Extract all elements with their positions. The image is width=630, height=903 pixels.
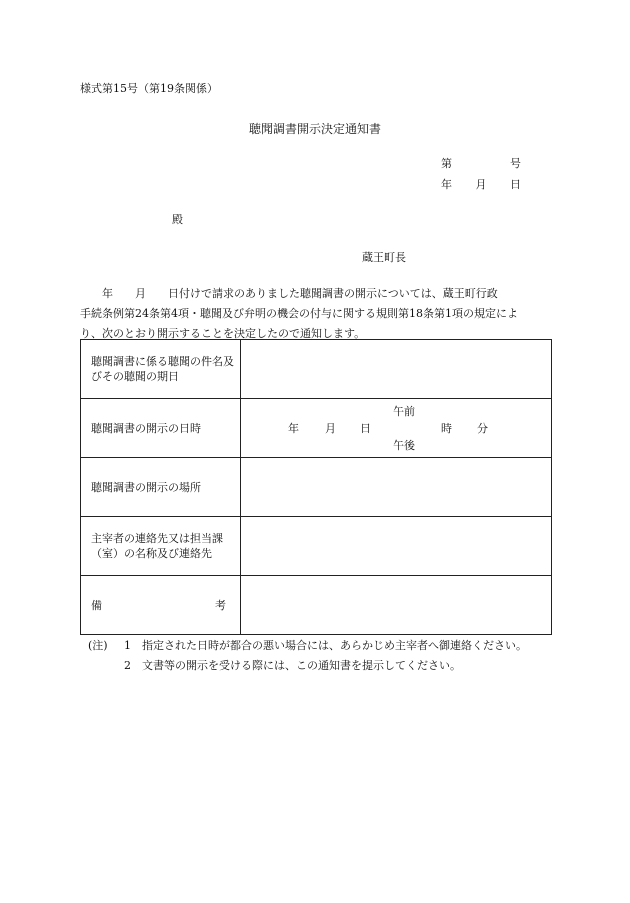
body-line: 手続条例第24条第4項・聴聞及び弁明の機会の付与に関する規則第18条第1項の規定によ xyxy=(80,307,518,320)
date-year: 年 xyxy=(441,178,452,191)
table-row xyxy=(81,340,552,399)
contact-label: 主宰者の連絡先又は担当課（室）の名称及び連絡先 xyxy=(81,517,241,576)
document-number-line xyxy=(441,155,521,171)
table-row xyxy=(81,458,552,517)
contact-value[interactable] xyxy=(241,517,552,576)
disclosure-place-value[interactable] xyxy=(241,458,552,517)
remarks-value[interactable] xyxy=(241,576,552,635)
datetime-year: 年 xyxy=(288,422,299,435)
datetime-day: 日 xyxy=(360,422,371,435)
remarks-label xyxy=(81,576,241,635)
number-suffix: 号 xyxy=(510,157,521,170)
note-text: 指定された日時が都合の悪い場合には、あらかじめ主宰者へ御連絡ください。 xyxy=(142,639,527,652)
body-line: 年 月 日付けで請求のありました聴聞調書の開示については、蔵王町行政 xyxy=(80,287,498,300)
list-item xyxy=(88,636,527,656)
hearing-subject-value[interactable] xyxy=(241,340,552,399)
datetime-am: 午前 xyxy=(393,405,415,418)
body-line: り、次のとおり開示することを決定したので通知します。 xyxy=(80,327,366,340)
document-title: 聴聞調書開示決定通知書 xyxy=(248,122,381,136)
list-item xyxy=(88,656,527,676)
issuer-name: 蔵王町長 xyxy=(362,251,406,264)
table-row xyxy=(81,399,552,458)
disclosure-place-label: 聴聞調書の開示の場所 xyxy=(81,458,241,517)
disclosure-table xyxy=(80,339,552,635)
note-number: 2 xyxy=(124,659,131,672)
date-month: 月 xyxy=(475,178,487,191)
hearing-subject-label: 聴聞調書に係る聴聞の件名及びその聴聞の期日 xyxy=(81,340,241,399)
note-number: 1 xyxy=(124,639,131,652)
form-number-label: 様式第15号（第19条関係） xyxy=(80,82,218,95)
date-day: 日 xyxy=(510,178,521,191)
datetime-month: 月 xyxy=(325,422,336,435)
table-row xyxy=(81,576,552,635)
remarks-label-right: 考 xyxy=(215,598,226,612)
datetime-hour: 時 xyxy=(441,422,452,435)
notes-section xyxy=(88,636,527,676)
table-row xyxy=(81,517,552,576)
addressee-suffix: 殿 xyxy=(172,213,183,226)
datetime-minute: 分 xyxy=(477,422,488,435)
disclosure-datetime-value[interactable] xyxy=(241,399,552,458)
number-prefix: 第 xyxy=(441,157,452,170)
datetime-pm: 午後 xyxy=(393,439,415,452)
note-text: 文書等の開示を受ける際には、この通知書を提示してください。 xyxy=(142,659,461,672)
remarks-label-left: 備 xyxy=(91,598,102,612)
document-date-line xyxy=(441,176,521,192)
notes-head: (注) xyxy=(88,639,108,652)
body-paragraph xyxy=(80,284,550,344)
disclosure-datetime-label: 聴聞調書の開示の日時 xyxy=(81,399,241,458)
